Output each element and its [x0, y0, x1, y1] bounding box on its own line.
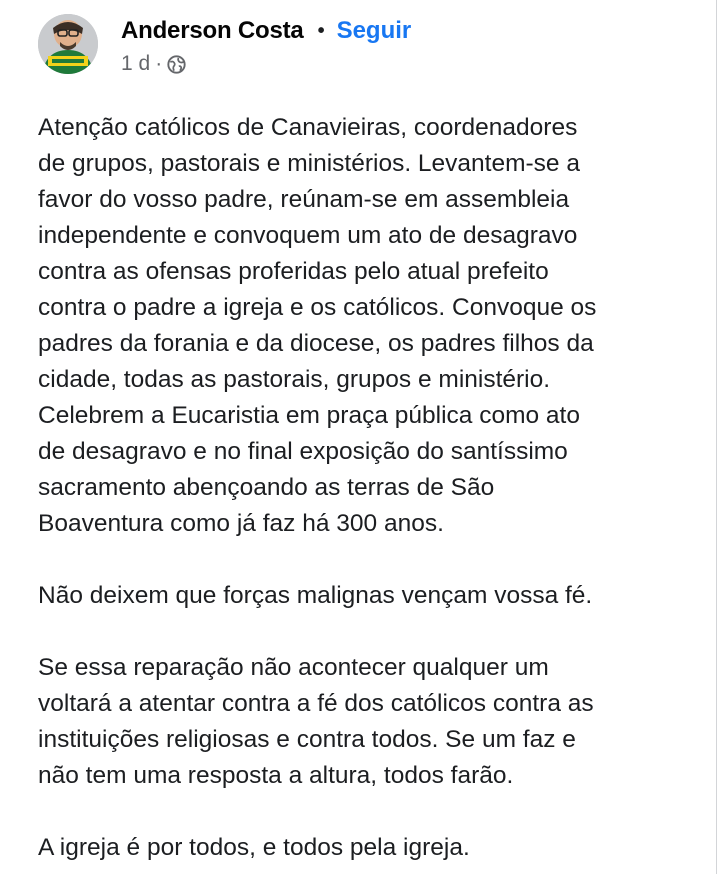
- divider: [716, 0, 717, 874]
- post-header: [38, 14, 411, 76]
- time-separator: ·: [155, 52, 163, 75]
- post-paragraph: Atenção católicos de Canavieiras, coordenadores de grupos, pastorais e ministérios. Levantem-se a favor do vosso padre, reúnam-se em assembleia independente e convoquem um ato de desagravo contra as ofensas proferidas pelo atual prefeito contra o padre a igreja e os católicos. Convoque os padres da forania e da diocese, os padres filhos da cidade, todas as pastorais, grupos e ministério. Celebrem a Eucaristia em praça pública como ato de desagravo e no final exposição do santíssimo sacramento abençoando as terras de São Boaventura como já faz há 300 anos.: [38, 114, 597, 537]
- post-meta: [121, 14, 411, 76]
- post-text: [38, 110, 688, 866]
- follow-button[interactable]: Seguir: [336, 17, 412, 44]
- post-paragraph: Não deixem que forças malignas vençam vossa fé.: [38, 582, 593, 609]
- timestamp-row: [121, 52, 411, 76]
- author-row: [121, 14, 411, 48]
- author-name[interactable]: Anderson Costa: [121, 17, 304, 44]
- post-paragraph: Se essa reparação não acontecer qualquer um voltará a atentar contra a fé dos católicos contra as instituições religiosas e contra todos. Se um faz e não tem uma resposta a altura, todos farão.: [38, 654, 594, 789]
- post-time[interactable]: 1 d: [121, 52, 151, 75]
- post-paragraph: A igreja é por todos, e todos pela igreja.: [38, 834, 470, 861]
- separator-dot: •: [317, 19, 325, 42]
- globe-icon[interactable]: [167, 55, 186, 74]
- avatar[interactable]: [38, 14, 98, 74]
